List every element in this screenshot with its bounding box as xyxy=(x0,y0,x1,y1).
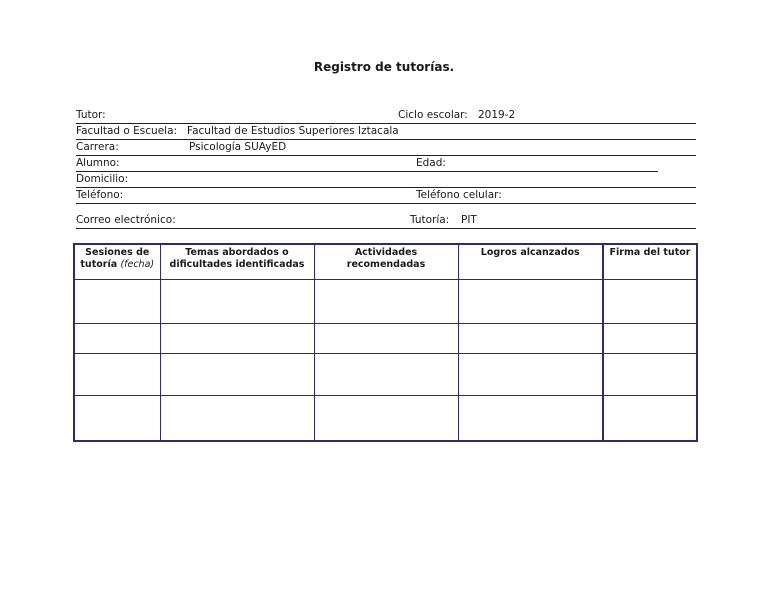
header-sesiones-text: tutoría xyxy=(80,259,118,270)
ciclo-label: Ciclo escolar: xyxy=(398,109,468,121)
domicilio-row xyxy=(76,172,696,188)
correo-underline xyxy=(76,228,696,229)
table-row xyxy=(74,280,697,324)
header-temas-line1: Temas abordados o xyxy=(185,247,289,258)
table-cell[interactable] xyxy=(160,324,314,354)
form-fields xyxy=(76,108,696,229)
tutoring-log-table xyxy=(73,243,698,442)
ciclo-value: 2019-2 xyxy=(478,109,516,121)
tutoria-value: PIT xyxy=(461,214,477,226)
table-cell[interactable] xyxy=(160,354,314,396)
telefono-label: Teléfono: xyxy=(76,189,124,201)
domicilio-label: Domicilio: xyxy=(76,173,129,185)
page-title: Registro de tutorías. xyxy=(313,60,455,74)
header-sesiones xyxy=(74,244,160,280)
header-firma-line1: Firma del tutor xyxy=(609,247,691,258)
table-row xyxy=(74,354,697,396)
correo-row xyxy=(76,213,696,229)
facultad-value: Facultad de Estudios Superiores Iztacala xyxy=(187,125,399,137)
table-cell[interactable] xyxy=(314,324,458,354)
table-cell[interactable] xyxy=(314,354,458,396)
table-cell[interactable] xyxy=(603,324,697,354)
table-cell[interactable] xyxy=(314,280,458,324)
table-cell[interactable] xyxy=(74,324,160,354)
table-cell[interactable] xyxy=(314,396,458,441)
alumno-row xyxy=(76,156,696,172)
tutor-label: Tutor: xyxy=(76,109,106,121)
table-cell[interactable] xyxy=(603,354,697,396)
table-cell[interactable] xyxy=(458,324,603,354)
correo-label: Correo electrónico: xyxy=(76,214,176,226)
table-row xyxy=(74,396,697,441)
alumno-label: Alumno: xyxy=(76,157,120,169)
table-cell[interactable] xyxy=(160,396,314,441)
carrera-value: Psicología SUAyED xyxy=(189,141,287,153)
tutor-row xyxy=(76,108,696,124)
celular-label: Teléfono celular: xyxy=(416,189,502,201)
edad-label: Edad: xyxy=(416,157,446,169)
table-cell[interactable] xyxy=(74,396,160,441)
table-cell[interactable] xyxy=(74,280,160,324)
telefono-row xyxy=(76,188,696,204)
table-cell[interactable] xyxy=(160,280,314,324)
header-sesiones-line1: Sesiones de xyxy=(85,247,150,258)
header-sesiones-em: (fecha) xyxy=(120,259,155,270)
table-cell[interactable] xyxy=(458,280,603,324)
table-row xyxy=(74,324,697,354)
facultad-label: Facultad o Escuela: xyxy=(76,125,178,137)
table-cell[interactable] xyxy=(603,396,697,441)
carrera-row xyxy=(76,140,696,156)
header-actividades xyxy=(314,244,458,280)
header-firma xyxy=(603,244,697,280)
table-header-row xyxy=(74,244,697,280)
table-cell[interactable] xyxy=(458,354,603,396)
table-cell[interactable] xyxy=(458,396,603,441)
header-actividades-line1: Actividades xyxy=(354,247,418,258)
header-sesiones-line2 xyxy=(75,259,160,271)
telefono-underline xyxy=(76,203,696,204)
table-cell[interactable] xyxy=(603,280,697,324)
header-actividades-line2: recomendadas xyxy=(346,259,426,270)
header-temas xyxy=(160,244,314,280)
tutoria-label: Tutoría: xyxy=(410,214,450,226)
carrera-label: Carrera: xyxy=(76,141,119,153)
header-logros-line1: Logros alcanzados xyxy=(480,247,580,258)
table-cell[interactable] xyxy=(74,354,160,396)
header-temas-line2: dificultades identificadas xyxy=(169,259,305,270)
header-logros xyxy=(458,244,603,280)
facultad-row xyxy=(76,124,696,140)
